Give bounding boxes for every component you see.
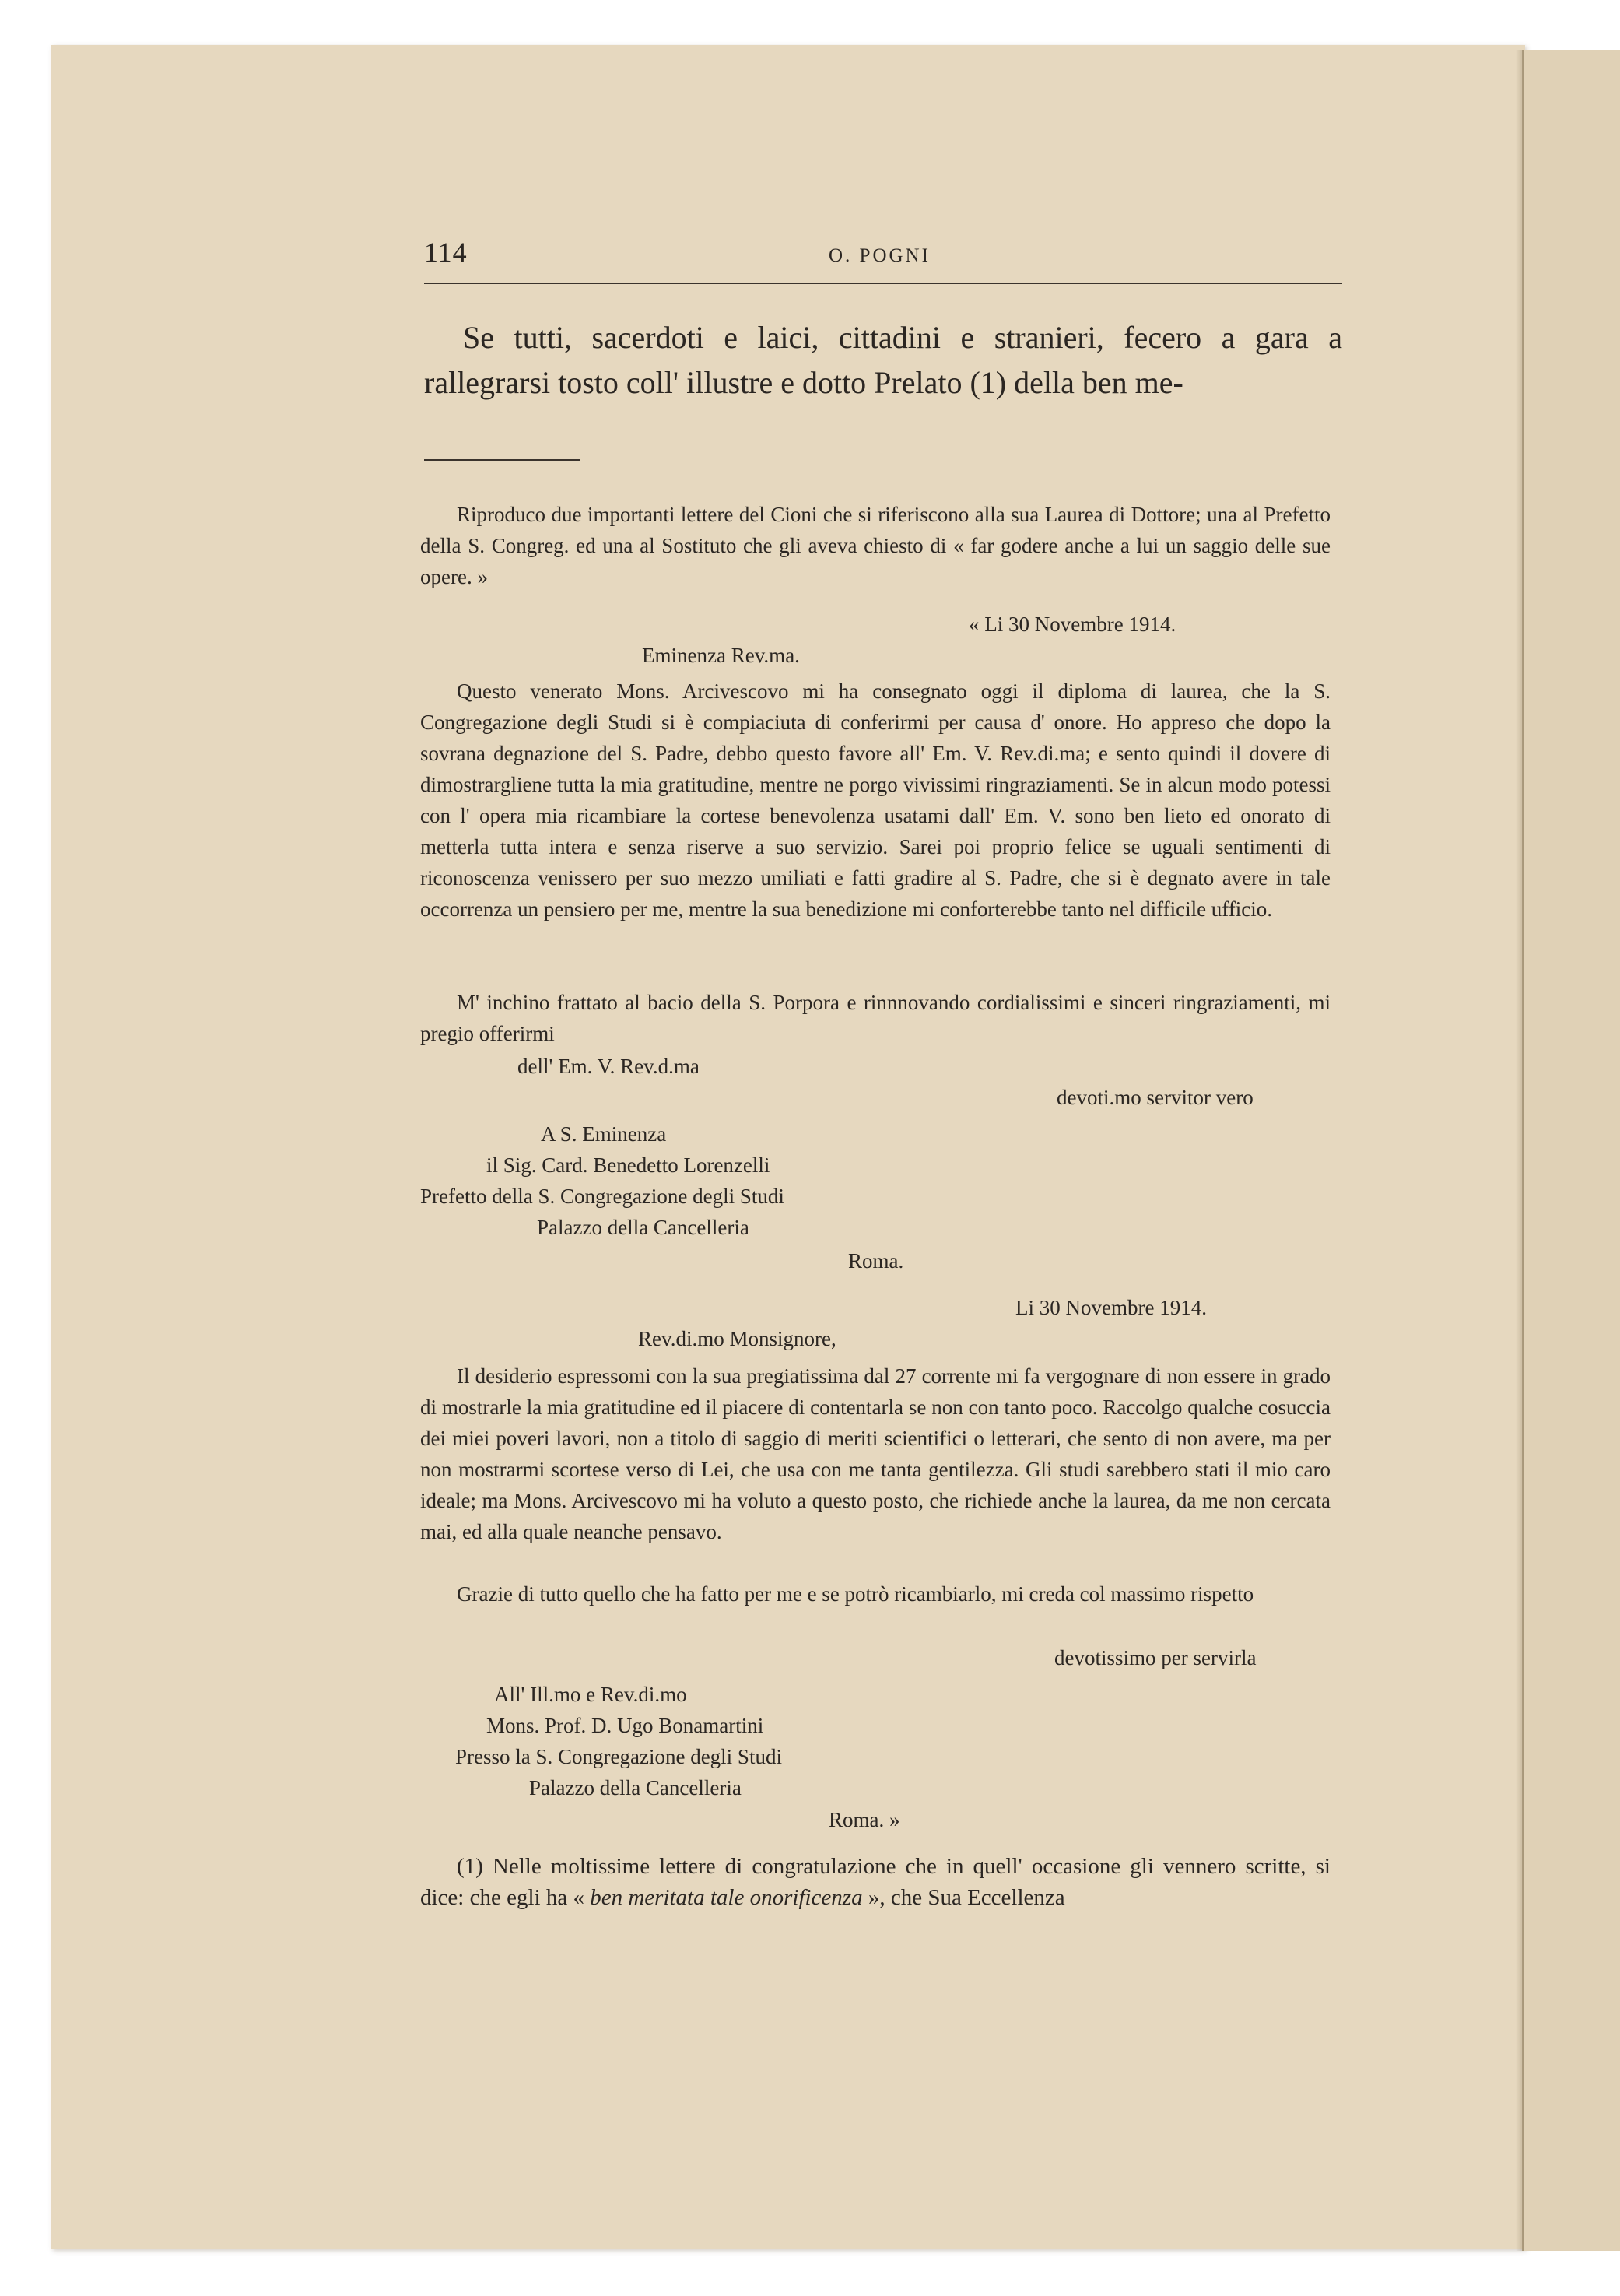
letter1-date: « Li 30 Novembre 1914. — [969, 613, 1176, 636]
header-rule — [424, 283, 1342, 284]
letter1-closing-line: dell' Em. V. Rev.d.ma — [517, 1055, 700, 1078]
letter2-date: Li 30 Novembre 1914. — [1015, 1296, 1207, 1319]
letter2-signature: devotissimo per servirla — [1054, 1646, 1257, 1669]
footnote-1-text-after: », che Sua Eccellenza — [868, 1885, 1065, 1910]
letter2-address-line: Palazzo della Cancelleria — [529, 1776, 742, 1799]
letter1-address-line: Roma. — [848, 1249, 904, 1273]
page-header — [424, 236, 1342, 275]
letter2-address-line: Mons. Prof. D. Ugo Bonamartini — [486, 1714, 764, 1737]
footnote-intro: Riproduco due importanti lettere del Cioni che si riferiscono alla sua Laurea di Dottore; una al Prefetto della S. Congreg. ed una al Sostituto che gli aveva chiesto di « far godere anche a lui un saggio delle sue opere. » — [420, 503, 1331, 588]
letter1-body: Questo venerato Mons. Arcivescovo mi ha consegnato oggi il diploma di laurea, che la S. Congregazione degli Studi si è compiaciuta di conferirmi per causa d' onore. Ho appreso che dopo la sovrana degnazione del S. Padre, debbo questo favore all' Em. V. Rev.di.ma; e sento quindi il dovere di dimostrargliene tutta la mia gratitudine, mentre ne porgo vivissimi ringraziamenti. Se in alcun modo potessi con l' opera mia ricambiare la cortese benevolenza usatami dall' Em. V. sono ben lieto ed onorato di metterla tutta intera e senza riserve a suo servizio. Sarei poi proprio felice se uguali sentimenti di riconoscenza venissero per suo mezzo umiliati e fatti gradire al S. Padre, che si è degnato avere in tale occorrenza un pensiero per me, mentre la sua benedizione mi conforterebbe tanto nel difficile ufficio. — [420, 679, 1331, 921]
footnote-1 — [420, 1851, 1331, 1913]
letter2-salutation: Rev.di.mo Monsignore, — [638, 1327, 836, 1350]
letter1-address-line: Prefetto della S. Congregazione degli Studi — [420, 1185, 784, 1208]
letter2-closing-paragraph: Grazie di tutto quello che ha fatto per me e se potrò ricambiarlo, mi creda col massimo rispetto — [457, 1582, 1254, 1606]
letter2-address-line: Presso la S. Congregazione degli Studi — [455, 1745, 782, 1768]
body-paragraph: Se tutti, sacerdoti e laici, cittadini e stranieri, fecero a gara a rallegrarsi tosto coll' illustre e dotto Prelato (1) della ben me- — [424, 320, 1342, 400]
footnote-1-italic: ben meritata tale onorificenza — [590, 1885, 863, 1910]
letter2-body: Il desiderio espressomi con la sua pregiatissima dal 27 corrente mi fa vergognare di non essere in grado di mostrarle la mia gratitudine ed il piacere di contentarla se non con tanto poco. Raccolgo qualche cosuccia dei miei poveri lavori, non a titolo di saggio di meriti scientifici o letterari, che sento di non avere, ma per non mostrarmi scortese verso di Lei, che usa con me tanta gentilezza. Gli studi sarebbero stati il mio caro ideale; ma Mons. Arcivescovo mi ha voluto a questo posto, che richiede anche la laurea, da me non cercata mai, ed alla quale neanche pensavo. — [420, 1364, 1331, 1543]
footnote-1-text: (1) Nelle moltissime lettere di congratulazione che in quell' occasione gli vennero scritte, si dice: che egli ha « — [420, 1854, 1331, 1910]
letter1-address-line: A S. Eminenza — [541, 1122, 667, 1146]
letter1-salutation: Eminenza Rev.ma. — [642, 644, 800, 667]
letter1-address-line: Palazzo della Cancelleria — [537, 1216, 749, 1239]
letter1-signature: devoti.mo servitor vero — [1057, 1086, 1254, 1109]
letter1-address-line: il Sig. Card. Benedetto Lorenzelli — [486, 1153, 770, 1177]
footnote-rule — [424, 459, 580, 461]
page-number: 114 — [424, 237, 468, 268]
letter1-closing-paragraph: M' inchino frattato al bacio della S. Porpora e rinnnovando cordialissimi e sinceri ringraziamenti, mi pregio offerirmi — [420, 991, 1331, 1045]
running-head: O. POGNI — [829, 245, 931, 266]
letter2-address-line: All' Ill.mo e Rev.di.mo — [494, 1683, 687, 1706]
letter2-address-line: Roma. » — [829, 1808, 900, 1831]
